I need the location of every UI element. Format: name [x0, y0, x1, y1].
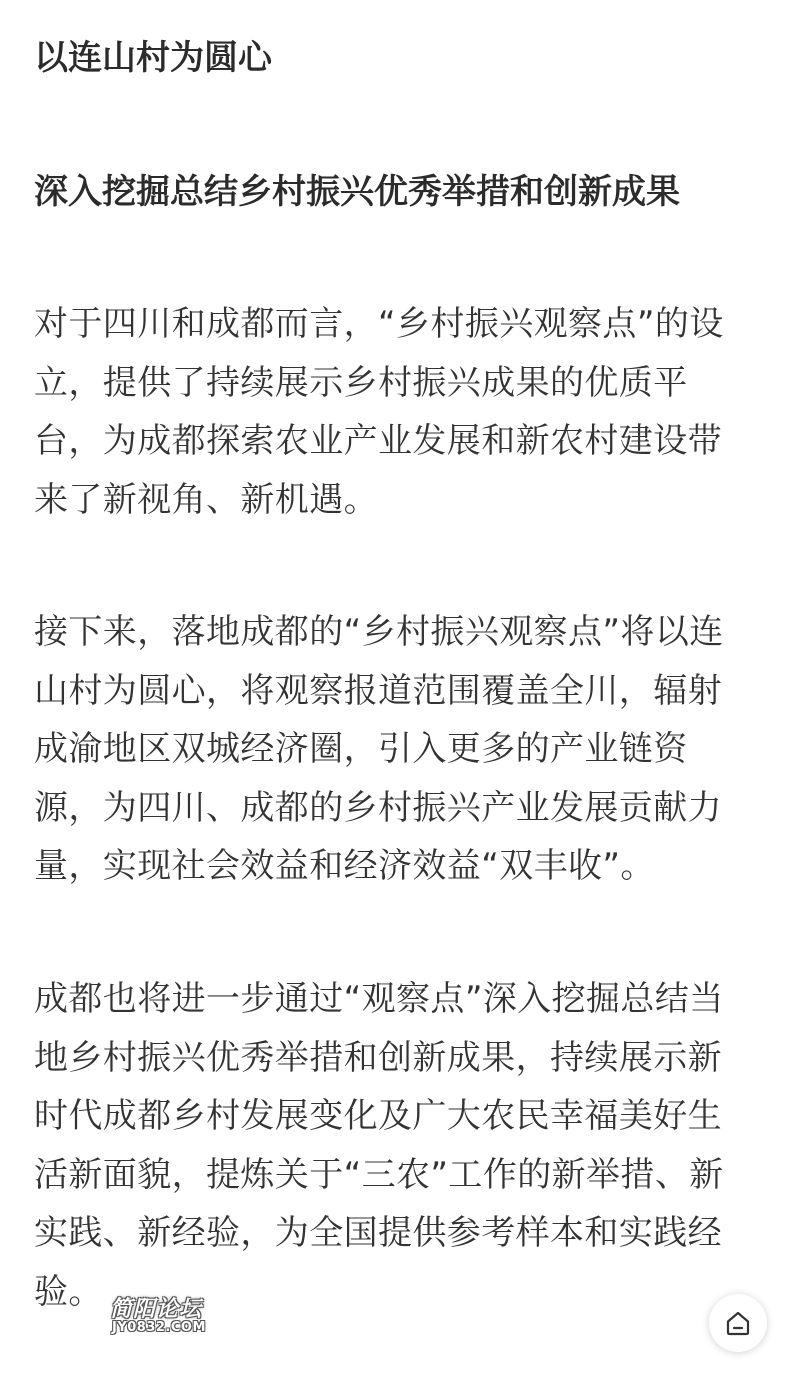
paragraph [34, 603, 770, 896]
section-subheading: 深入挖掘总结乡村振兴优秀举措和创新成果 [34, 172, 680, 212]
paragraph-line: 山村为圆心，将观察报道范围覆盖全川，辐射 [34, 670, 722, 711]
paragraph-line: 台，为成都探索农业产业发展和新农村建设带 [34, 421, 722, 461]
paragraph-line: 成都也将进一步通过“观察点”深入挖掘总结当 [34, 979, 724, 1019]
paragraph-line: 地乡村振兴优秀举措和创新成果，持续展示新 [34, 1037, 722, 1078]
paragraph-line: 实践、新经验，为全国提供参考样本和实践经 [34, 1213, 722, 1253]
paragraph-line: 接下来，落地成都的“乡村振兴观察点”将以连 [34, 612, 724, 652]
paragraph-line: 时代成都乡村发展变化及广大农民幸福美好生 [34, 1096, 722, 1136]
paragraph-line: 验。 [34, 1271, 103, 1312]
paragraph-line: 对于四川和成都而言，“乡村振兴观察点”的设 [34, 304, 724, 344]
paragraph-line: 立，提供了持续展示乡村振兴成果的优质平 [34, 362, 688, 403]
paragraph-line: 源，为四川、成都的乡村振兴产业发展贡献力 [34, 787, 722, 828]
paragraph [34, 295, 770, 529]
paragraph [34, 970, 770, 1321]
watermark-domain: JY0832.COM [112, 1320, 206, 1335]
home-button[interactable] [709, 1294, 767, 1352]
paragraph-line: 活新面貌，提炼关于“三农”工作的新举措、新 [34, 1154, 724, 1195]
paragraph-line: 量，实现社会效益和经济效益“双丰收”。 [34, 846, 655, 886]
paragraph-line: 成渝地区双城经济圈，引入更多的产业链资 [34, 729, 688, 769]
watermark-logo [110, 1292, 220, 1342]
section-heading: 以连山村为圆心 [34, 38, 272, 78]
paragraph-line: 来了新视角、新机遇。 [34, 479, 378, 520]
home-icon [723, 1308, 753, 1338]
watermark-title: 简阳论坛 [110, 1297, 203, 1322]
